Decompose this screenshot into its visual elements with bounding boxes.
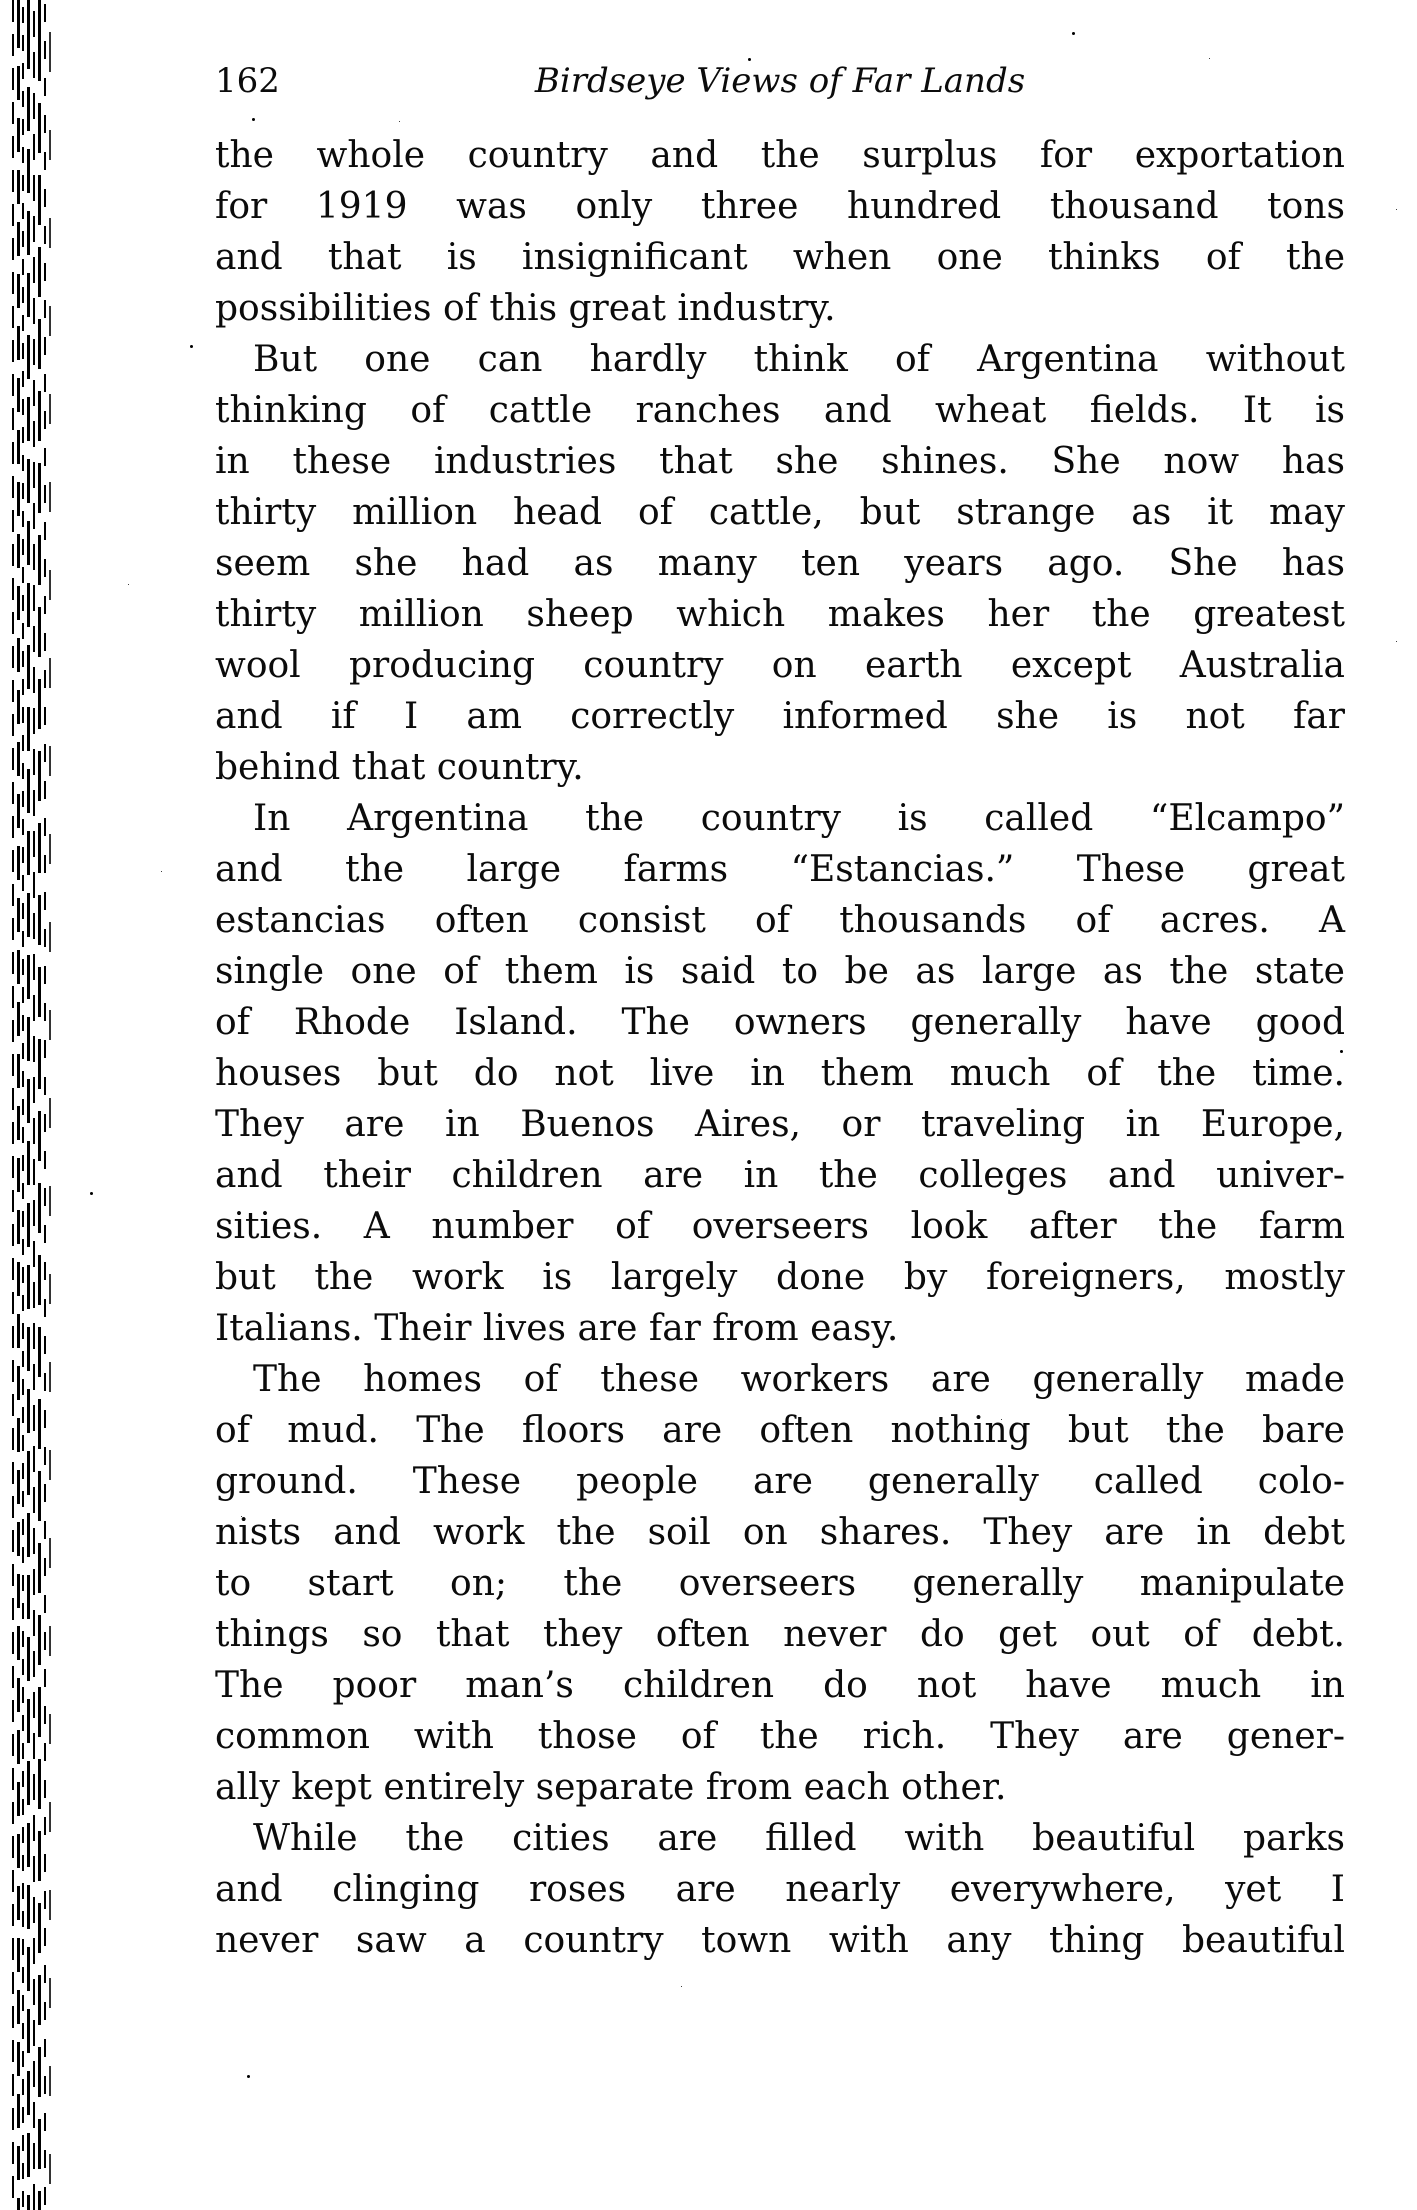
binding-gutter-artifact [0,0,60,2210]
text-line: thirty million sheep which makes her the greatest [215,594,1345,635]
text-line: ground. These people are generally called colo- [215,1461,1345,1502]
text-line: wool producing country on earth except Australia [215,645,1345,686]
text-line: ally kept entirely separate from each other. [215,1767,1007,1808]
page-text [215,130,1345,1966]
text-line: to start on; the overseers generally manipulate [215,1563,1345,1604]
text-line: The homes of these workers are generally made [253,1359,1345,1400]
gutter-stripe [27,0,30,2210]
text-line: houses but do not live in them much of the time. [215,1053,1345,1094]
text-line: common with those of the rich. They are gener- [215,1716,1345,1757]
text-line: single one of them is said to be as large as the state [215,951,1345,992]
gutter-stripe [22,0,24,2210]
text-line: the whole country and the surplus for exportation [215,135,1345,176]
running-title: Birdseye Views of Far Lands [534,61,1026,101]
text-line: But one can hardly think of Argentina without [253,339,1345,380]
gutter-stripe [44,0,46,2210]
gutter-stripe [12,0,14,2210]
text-line: and clinging roses are nearly everywhere, yet I [215,1869,1345,1910]
gutter-stripe [38,0,41,2210]
gutter-stripe [17,0,20,2210]
page-header [215,58,1345,104]
text-line: and if I am correctly informed she is not far [215,696,1345,737]
text-line: in these industries that she shines. She now has [215,441,1345,482]
text-line: Italians. Their lives are far from easy. [215,1308,899,1349]
scan-noise-specks [1072,32,1075,35]
text-line: sities. A number of overseers look after the farm [215,1206,1345,1247]
text-line: thinking of cattle ranches and wheat fields. It is [215,390,1345,431]
text-line: of Rhode Island. The owners generally have good [215,1002,1345,1043]
text-line: never saw a country town with any thing beautiful [215,1920,1345,1961]
text-line: things so that they often never do get out of debt. [215,1614,1345,1655]
text-line: of mud. The floors are often nothing but the bare [215,1410,1345,1451]
text-line: In Argentina the country is called “Elcampo” [253,798,1345,839]
text-line: and their children are in the colleges and univer- [215,1155,1345,1196]
text-line: and that is insignificant when one thinks of the [215,237,1345,278]
text-line: thirty million head of cattle, but strange as it may [215,492,1345,533]
text-line: for 1919 was only three hundred thousand tons [215,186,1345,227]
text-line: and the large farms “Estancias.” These great [215,849,1345,890]
text-line: The poor man’s children do not have much in [215,1665,1345,1706]
text-line: but the work is largely done by foreigners, mostly [215,1257,1345,1298]
page-number: 162 [215,61,280,101]
gutter-stripe [49,0,51,2210]
text-line: nists and work the soil on shares. They are in debt [215,1512,1345,1553]
text-line: behind that country. [215,747,584,788]
text-line: While the cities are filled with beautiful parks [253,1818,1345,1859]
text-line: possibilities of this great industry. [215,288,836,329]
gutter-stripe [33,0,35,2210]
text-line: seem she had as many ten years ago. She has [215,543,1345,584]
text-line: They are in Buenos Aires, or traveling in Europe, [215,1104,1345,1145]
text-line: estancias often consist of thousands of acres. A [215,900,1345,941]
